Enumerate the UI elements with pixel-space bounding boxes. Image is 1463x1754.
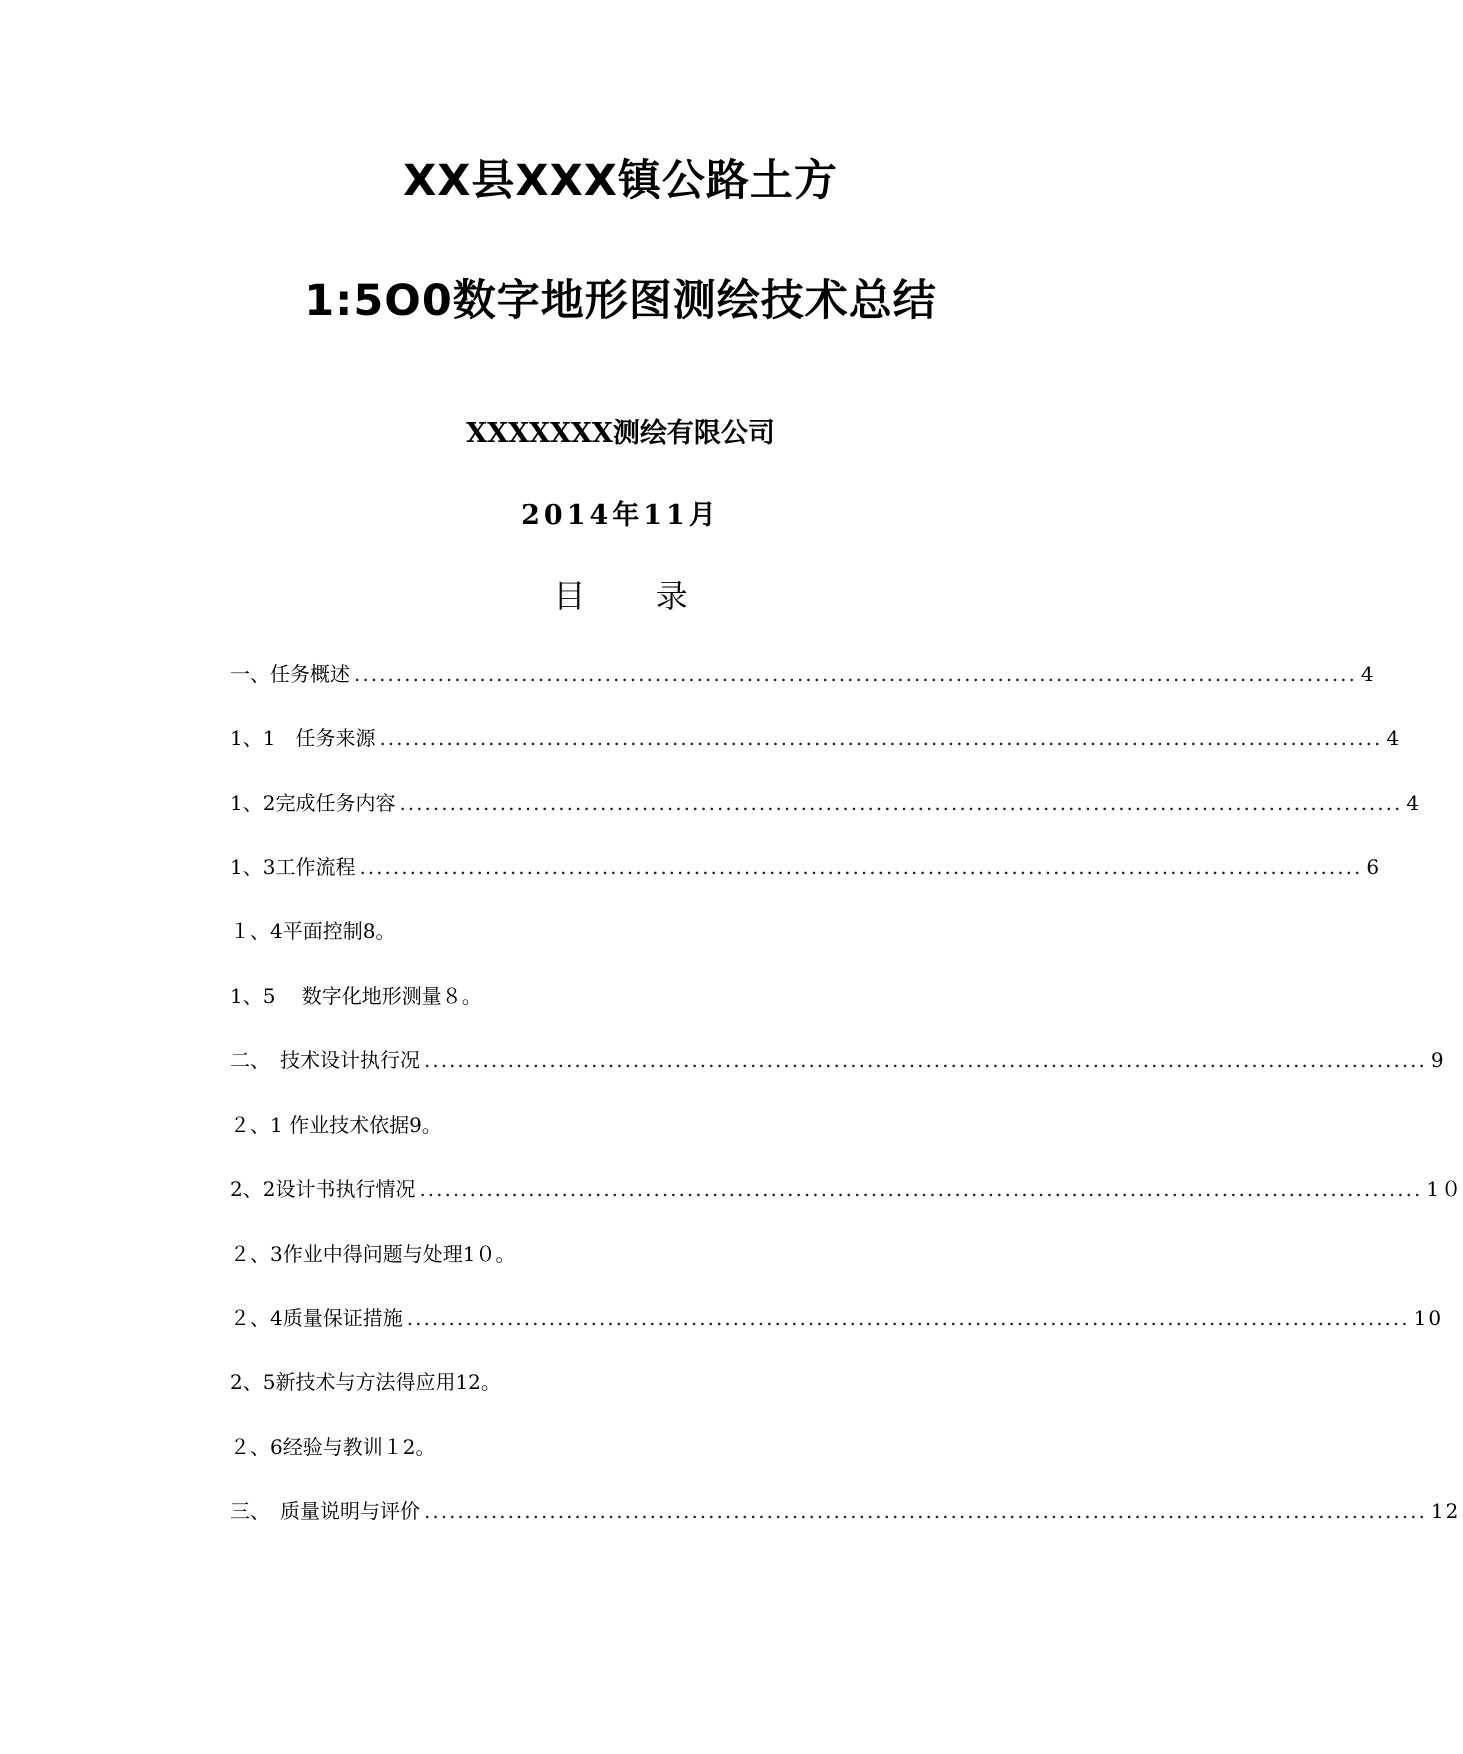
toc-entry[interactable]: [230, 1496, 1461, 1526]
toc-leader: ........................................................................................................................: [406, 1306, 1410, 1330]
toc-entry-label: 一、任务概述: [230, 662, 350, 686]
company-name: XXXXXXX测绘有限公司: [466, 418, 775, 449]
toc-heading: 目 录: [553, 577, 688, 615]
toc-leader: ........................................................................................................................: [354, 662, 1357, 686]
toc-entry-label: ２、1 作业技术依据9。: [230, 1113, 442, 1137]
toc-entry-label: １、4平面控制8。: [230, 919, 396, 943]
toc-entry-page: 4: [1406, 791, 1422, 815]
toc-entry[interactable]: [230, 1367, 501, 1397]
toc-entry[interactable]: [230, 788, 1422, 818]
toc-entry-label: 1、1 任务来源: [230, 726, 376, 750]
document-title-line-1: XX县XXX镇公路土方: [403, 156, 838, 206]
toc-entry-label: 2、5新技术与方法得应用12。: [230, 1370, 501, 1394]
toc-entry-page: 4: [1360, 662, 1376, 686]
toc-leader: ........................................................................................................................: [424, 1499, 1427, 1523]
toc-entry[interactable]: [230, 1110, 442, 1140]
toc-leader: ........................................................................................................................: [419, 1177, 1423, 1201]
toc-leader: ........................................................................................................................: [399, 791, 1403, 815]
toc-entry-page: 6: [1366, 855, 1382, 879]
toc-entry-label: 1、5 数字化地形测量８。: [230, 984, 482, 1008]
toc-entry-page: 4: [1386, 726, 1402, 750]
toc-entry-label: ２、3作业中得问题与处理1０。: [230, 1242, 516, 1266]
toc-entry-label: 1、3工作流程: [230, 855, 356, 879]
toc-entry[interactable]: [230, 659, 1376, 689]
toc-entry-page: 9: [1430, 1048, 1446, 1072]
toc-entry[interactable]: [230, 1045, 1446, 1075]
document-title-line-2: 1:5O0数字地形图测绘技术总结: [304, 276, 937, 326]
toc-entry[interactable]: [230, 1239, 515, 1269]
toc-entry[interactable]: [230, 1174, 1463, 1204]
toc-entry[interactable]: [230, 1303, 1444, 1333]
toc-entry[interactable]: [230, 1432, 435, 1462]
document-date: 2014年11月: [521, 500, 720, 531]
toc-entry-label: ２、6经验与教训１2。: [230, 1435, 436, 1459]
toc-entry-label: ２、4质量保证措施: [230, 1306, 403, 1330]
toc-entry-page: 1０: [1426, 1177, 1463, 1201]
toc-leader: ........................................................................................................................: [379, 726, 1383, 750]
toc-entry[interactable]: [230, 916, 395, 946]
toc-entry-page: 10: [1413, 1306, 1444, 1330]
toc-entry[interactable]: [230, 981, 482, 1011]
toc-entry-label: 1、2完成任务内容: [230, 791, 396, 815]
toc-entry-page: 12: [1430, 1499, 1461, 1523]
toc-leader: ........................................................................................................................: [424, 1048, 1427, 1072]
toc-entry-label: 2、2设计书执行情况: [230, 1177, 416, 1201]
toc-entry-label: 二、 技术设计执行况: [230, 1048, 420, 1072]
toc-entry-label: 三、 质量说明与评价: [230, 1499, 420, 1523]
toc-entry[interactable]: [230, 723, 1402, 753]
toc-leader: ........................................................................................................................: [359, 855, 1363, 879]
toc-entry[interactable]: [230, 852, 1382, 882]
